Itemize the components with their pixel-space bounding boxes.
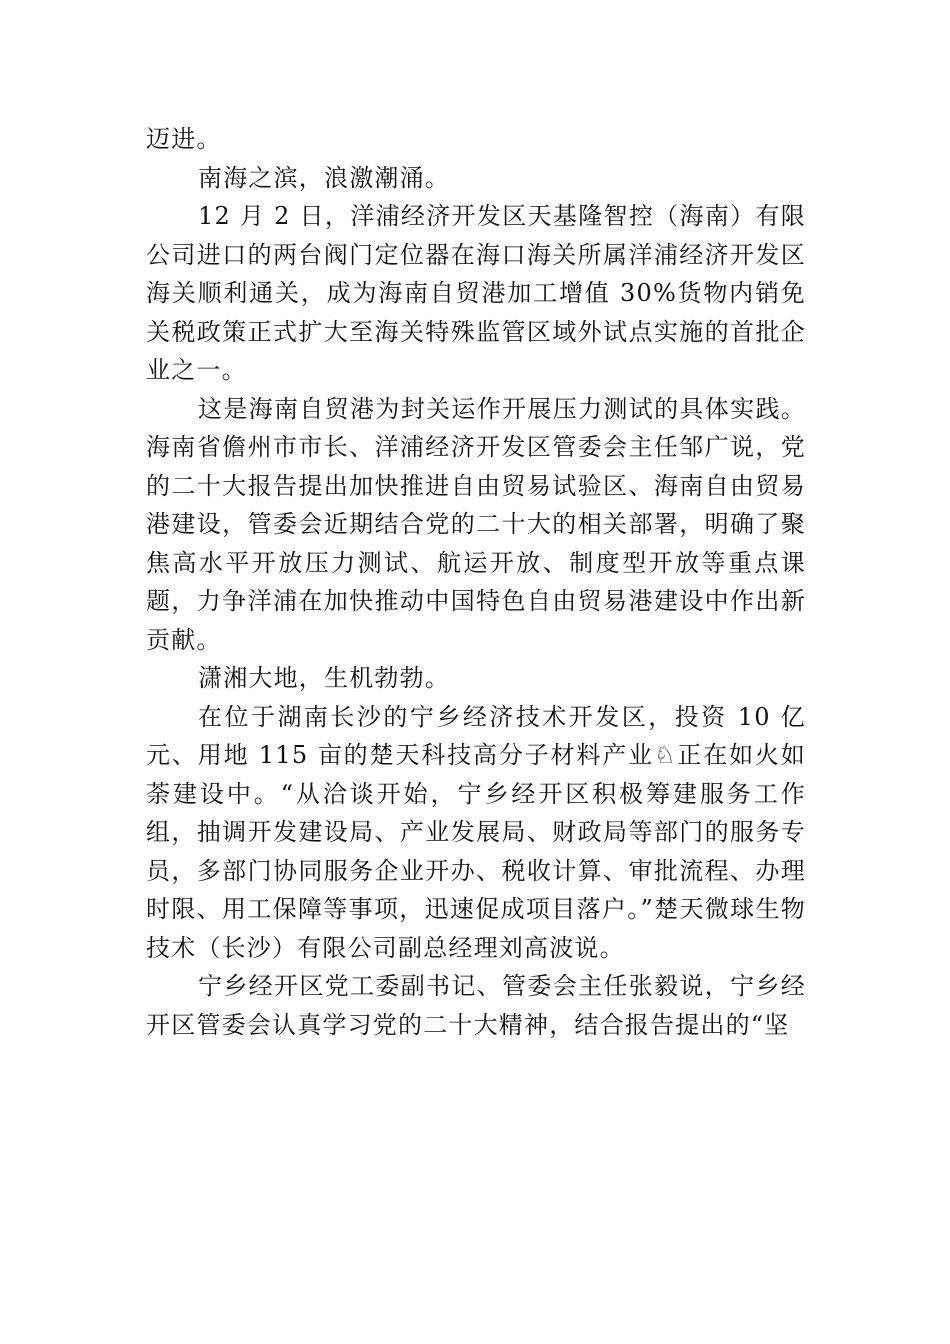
paragraph-nanhai-heading: 南海之滨，浪激潮涌。: [198, 163, 450, 192]
paragraph-continuation: 迈进。: [146, 125, 222, 153]
paragraph-xiaoxiang-heading: 潇湘大地，生机勃勃。: [198, 664, 450, 692]
paragraph-hainan-stress-test: 这是海南自贸港为封关运作开展压力测试的具体实践。海南省儋州市市长、洋浦经济开发区管委会主任邹广说，党的二十大报告提出加快推进自由贸易试验区、海南自由贸易港建设，管委会近期结合党的二十大的相关部署，明确了聚焦高水平开放压力测试、航运开放、制度型开放等重点课题，力争洋浦在加快推动中国特色自由贸易港建设中作出新贡献。: [146, 394, 806, 654]
article-body: [146, 120, 806, 1044]
paragraph-ningxiang-project: 在位于湖南长沙的宁乡经济技术开发区，投资 10 亿元、用地 115 亩的楚天科技高分子材料产业♘正在如火如荼建设中。“从洽谈开始，宁乡经开区积极筹建服务工作组，抽调开发建设局、产业发展局、财政局等部门的服务专员，多部门协同服务企业开办、税收计算、审批流程、办理时限、用工保障等事项，迅速促成项目落户。”楚天微球生物技术（长沙）有限公司副总经理刘高波说。: [146, 702, 806, 962]
paragraph-yangpu-customs: 12 月 2 日，洋浦经济开发区天基隆智控（海南）有限公司进口的两台阀门定位器在海口海关所属洋浦经济开发区海关顺利通关，成为海南自贸港加工增值 30%货物内销免关税政策正式扩大至海关特殊监管区域外试点实施的首批企业之一。: [146, 202, 806, 384]
paragraph-ningxiang-director: 宁乡经开区党工委副书记、管委会主任张毅说，宁乡经开区管委会认真学习党的二十大精神，结合报告提出的“坚: [146, 972, 806, 1039]
